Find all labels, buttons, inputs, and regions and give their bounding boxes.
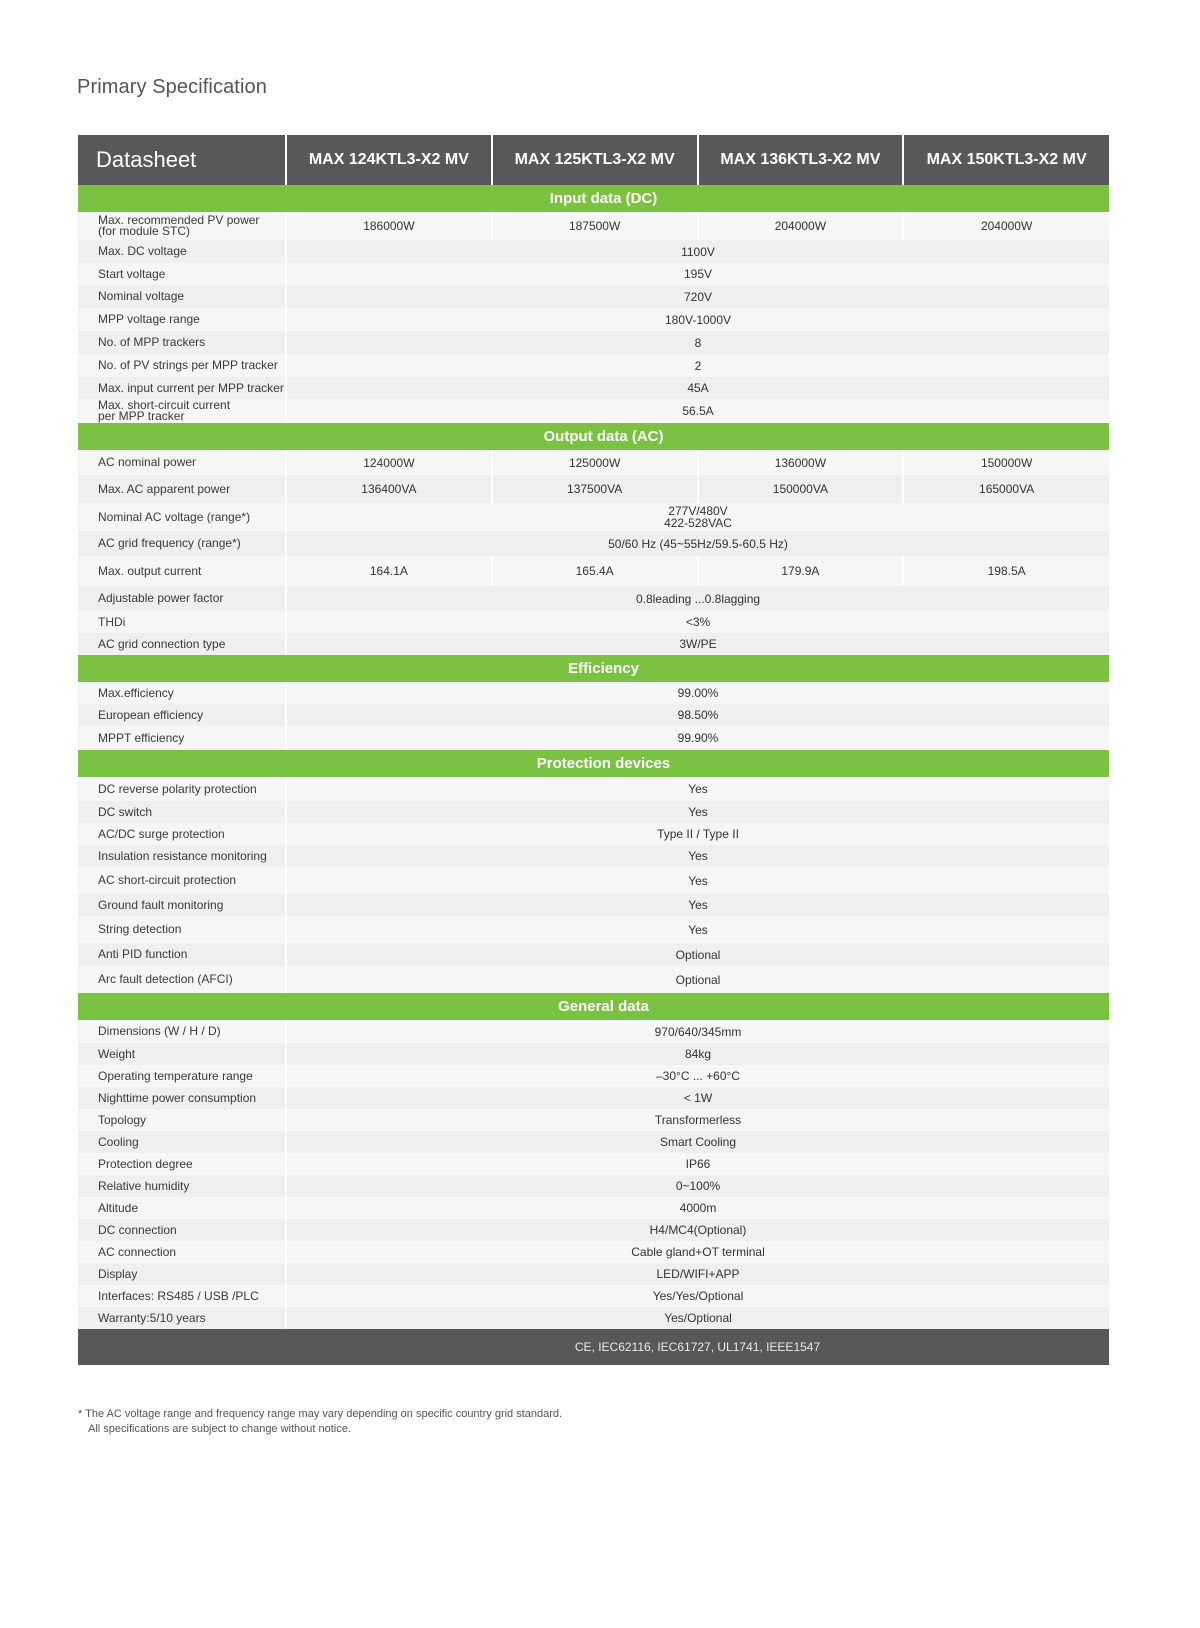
spec-value-shared: 0.8leading ...0.8lagging xyxy=(286,586,1109,611)
spec-value-shared: 50/60 Hz (45~55Hz/59.5-60.5 Hz) xyxy=(286,531,1109,556)
header-label: Datasheet xyxy=(78,135,286,185)
spec-row xyxy=(78,1219,1109,1241)
section-header xyxy=(78,185,1109,212)
section-header xyxy=(78,423,1109,450)
spec-row xyxy=(78,894,1109,916)
spec-value-shared: 0~100% xyxy=(286,1175,1109,1197)
spec-label: Cooling xyxy=(78,1131,286,1153)
spec-value-shared: 2 xyxy=(286,354,1109,377)
spec-label: AC nominal power xyxy=(78,450,286,475)
spec-row xyxy=(78,1065,1109,1087)
spec-row xyxy=(78,1043,1109,1065)
spec-row xyxy=(78,867,1109,894)
spec-row xyxy=(78,556,1109,586)
spec-value-shared: 1100V xyxy=(286,240,1109,263)
spec-row xyxy=(78,1087,1109,1109)
spec-row xyxy=(78,531,1109,556)
spec-label: Operating temperature range xyxy=(78,1065,286,1087)
spec-value: 164.1A xyxy=(286,556,492,586)
spec-value-shared: Yes xyxy=(286,845,1109,867)
spec-label: Relative humidity xyxy=(78,1175,286,1197)
spec-label: Max. output current xyxy=(78,556,286,586)
spec-label: Nominal voltage xyxy=(78,285,286,308)
spec-value: 165000VA xyxy=(903,475,1109,503)
spec-row xyxy=(78,801,1109,823)
certifications-text: CE, IEC62116, IEC61727, UL1741, IEEE1547 xyxy=(574,1340,821,1354)
model-header: MAX 136KTL3-X2 MV xyxy=(698,135,904,185)
spec-value-shared: Yes xyxy=(286,894,1109,916)
spec-label: No. of PV strings per MPP tracker xyxy=(78,354,286,377)
spec-value-shared: Type II / Type II xyxy=(286,823,1109,845)
spec-value-shared: –30°C ... +60°C xyxy=(286,1065,1109,1087)
spec-label: AC short-circuit protection xyxy=(78,867,286,894)
spec-label: AC grid connection type xyxy=(78,633,286,655)
spec-value-shared: 99.00% xyxy=(286,682,1109,704)
spec-value-shared: Optional xyxy=(286,966,1109,993)
spec-label: Adjustable power factor xyxy=(78,586,286,611)
spec-value: 179.9A xyxy=(698,556,904,586)
spec-value-shared: 970/640/345mm xyxy=(286,1020,1109,1043)
spec-label: Protection degree xyxy=(78,1153,286,1175)
spec-value-shared: Yes/Optional xyxy=(286,1307,1109,1329)
spec-row xyxy=(78,377,1109,399)
spec-row xyxy=(78,331,1109,354)
certifications-bar xyxy=(78,1329,1109,1365)
spec-value-shared: Optional xyxy=(286,943,1109,966)
spec-row xyxy=(78,503,1109,531)
spec-label: Weight xyxy=(78,1043,286,1065)
spec-row xyxy=(78,704,1109,726)
spec-row xyxy=(78,633,1109,655)
spec-value-shared: <3% xyxy=(286,611,1109,633)
spec-label: Altitude xyxy=(78,1197,286,1219)
spec-label: Max.efficiency xyxy=(78,682,286,704)
spec-row xyxy=(78,212,1109,240)
spec-label: Ground fault monitoring xyxy=(78,894,286,916)
section-title: Output data (AC) xyxy=(78,423,1109,450)
section-header xyxy=(78,993,1109,1020)
section-header xyxy=(78,750,1109,777)
spec-value-shared: Yes xyxy=(286,867,1109,894)
spec-row xyxy=(78,1131,1109,1153)
spec-value: 150000VA xyxy=(698,475,904,503)
spec-row xyxy=(78,611,1109,633)
spec-value-shared: Smart Cooling xyxy=(286,1131,1109,1153)
spec-label: DC switch xyxy=(78,801,286,823)
spec-label: Arc fault detection (AFCI) xyxy=(78,966,286,993)
spec-label: THDi xyxy=(78,611,286,633)
spec-label: DC reverse polarity protection xyxy=(78,777,286,801)
spec-label: Max. input current per MPP tracker xyxy=(78,377,286,399)
spec-value: 204000W xyxy=(698,212,904,240)
spec-row xyxy=(78,1175,1109,1197)
spec-value-shared: 720V xyxy=(286,285,1109,308)
datasheet xyxy=(78,135,1109,1365)
spec-value: 137500VA xyxy=(492,475,698,503)
spec-value-shared: Yes xyxy=(286,916,1109,943)
spec-value-shared: Yes/Yes/Optional xyxy=(286,1285,1109,1307)
spec-row xyxy=(78,1307,1109,1329)
spec-row xyxy=(78,1263,1109,1285)
spec-row xyxy=(78,1197,1109,1219)
spec-value-shared: Transformerless xyxy=(286,1109,1109,1131)
spec-value-shared: 195V xyxy=(286,263,1109,285)
spec-label: Topology xyxy=(78,1109,286,1131)
spec-row xyxy=(78,1153,1109,1175)
spec-value: 136400VA xyxy=(286,475,492,503)
spec-label: String detection xyxy=(78,916,286,943)
model-header: MAX 125KTL3-X2 MV xyxy=(492,135,698,185)
spec-row xyxy=(78,450,1109,475)
spec-value-shared: 56.5A xyxy=(286,399,1109,423)
spec-label: AC/DC surge protection xyxy=(78,823,286,845)
spec-value: 165.4A xyxy=(492,556,698,586)
spec-value-shared: 98.50% xyxy=(286,704,1109,726)
spec-row xyxy=(78,475,1109,503)
section-title: Efficiency xyxy=(78,655,1109,682)
spec-label: Display xyxy=(78,1263,286,1285)
header-row xyxy=(78,135,1109,185)
spec-label: Dimensions (W / H / D) xyxy=(78,1020,286,1043)
spec-label: DC connection xyxy=(78,1219,286,1241)
section-title: Input data (DC) xyxy=(78,185,1109,212)
spec-value: 136000W xyxy=(698,450,904,475)
spec-value-shared: H4/MC4(Optional) xyxy=(286,1219,1109,1241)
spec-label: European efficiency xyxy=(78,704,286,726)
spec-table xyxy=(78,135,1109,1329)
spec-value-shared: Yes xyxy=(286,777,1109,801)
spec-label: MPP voltage range xyxy=(78,308,286,331)
spec-row xyxy=(78,240,1109,263)
spec-label: Max. AC apparent power xyxy=(78,475,286,503)
spec-value-shared: 277V/480V 422-528VAC xyxy=(286,503,1109,531)
spec-value-shared: LED/WIFI+APP xyxy=(286,1263,1109,1285)
spec-row xyxy=(78,1020,1109,1043)
spec-row xyxy=(78,682,1109,704)
spec-value-shared: 99.90% xyxy=(286,726,1109,750)
spec-label: MPPT efficiency xyxy=(78,726,286,750)
spec-row xyxy=(78,1109,1109,1131)
spec-row xyxy=(78,726,1109,750)
spec-label: Warranty:5/10 years xyxy=(78,1307,286,1329)
spec-value: 204000W xyxy=(903,212,1109,240)
spec-row xyxy=(78,845,1109,867)
section-header xyxy=(78,655,1109,682)
section-title: General data xyxy=(78,993,1109,1020)
spec-label: Anti PID function xyxy=(78,943,286,966)
spec-row xyxy=(78,943,1109,966)
spec-value: 187500W xyxy=(492,212,698,240)
spec-row xyxy=(78,1241,1109,1263)
model-header: MAX 124KTL3-X2 MV xyxy=(286,135,492,185)
spec-value: 150000W xyxy=(903,450,1109,475)
spec-value: 198.5A xyxy=(903,556,1109,586)
spec-value-shared: 84kg xyxy=(286,1043,1109,1065)
spec-value-shared: < 1W xyxy=(286,1087,1109,1109)
spec-value-shared: Cable gland+OT terminal xyxy=(286,1241,1109,1263)
spec-row xyxy=(78,308,1109,331)
spec-label: Max. DC voltage xyxy=(78,240,286,263)
spec-value-shared: 8 xyxy=(286,331,1109,354)
spec-row xyxy=(78,354,1109,377)
spec-row xyxy=(78,966,1109,993)
spec-label: Nominal AC voltage (range*) xyxy=(78,503,286,531)
spec-row xyxy=(78,823,1109,845)
spec-value: 124000W xyxy=(286,450,492,475)
spec-row xyxy=(78,777,1109,801)
spec-row xyxy=(78,263,1109,285)
footnotes xyxy=(78,1407,562,1437)
spec-label: AC connection xyxy=(78,1241,286,1263)
spec-value-shared: Yes xyxy=(286,801,1109,823)
spec-row xyxy=(78,1285,1109,1307)
spec-label: Insulation resistance monitoring xyxy=(78,845,286,867)
spec-row xyxy=(78,285,1109,308)
spec-value-shared: IP66 xyxy=(286,1153,1109,1175)
spec-row xyxy=(78,916,1109,943)
spec-body xyxy=(78,185,1109,1329)
spec-row xyxy=(78,586,1109,611)
spec-value-shared: 180V-1000V xyxy=(286,308,1109,331)
spec-label: Start voltage xyxy=(78,263,286,285)
section-title: Protection devices xyxy=(78,750,1109,777)
footnote: All specifications are subject to change without notice. xyxy=(88,1423,351,1435)
spec-value: 125000W xyxy=(492,450,698,475)
spec-row xyxy=(78,399,1109,423)
spec-label: Max. recommended PV power (for module STC) xyxy=(78,212,286,240)
footnote: * The AC voltage range and frequency range may vary depending on specific country grid standard. xyxy=(78,1408,563,1420)
spec-label: Interfaces: RS485 / USB /PLC xyxy=(78,1285,286,1307)
spec-value-shared: 45A xyxy=(286,377,1109,399)
spec-value-shared: 3W/PE xyxy=(286,633,1109,655)
spec-label: Max. short-circuit current per MPP tracker xyxy=(78,399,286,423)
spec-value: 186000W xyxy=(286,212,492,240)
spec-label: AC grid frequency (range*) xyxy=(78,531,286,556)
spec-label: No. of MPP trackers xyxy=(78,331,286,354)
model-header: MAX 150KTL3-X2 MV xyxy=(903,135,1109,185)
spec-label: Nighttime power consumption xyxy=(78,1087,286,1109)
spec-value-shared: 4000m xyxy=(286,1197,1109,1219)
page-title: Primary Specification xyxy=(77,76,267,98)
